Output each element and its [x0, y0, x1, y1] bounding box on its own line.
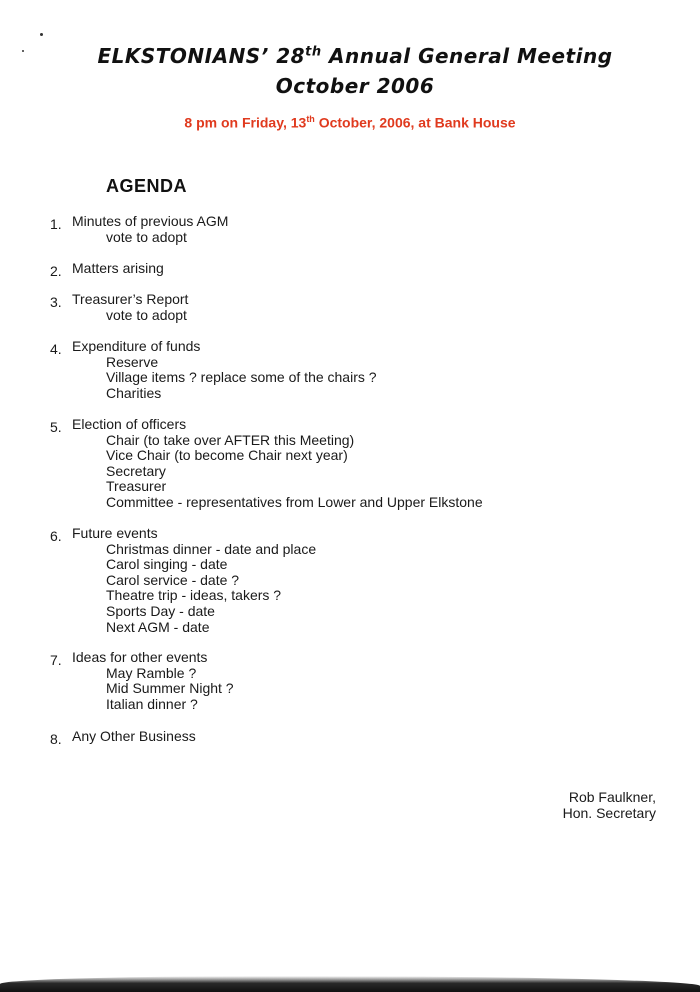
- agenda-item-label: Expenditure of funds: [72, 338, 201, 354]
- agenda-subitem: Chair (to take over AFTER this Meeting): [106, 431, 355, 448]
- agenda-subitem: Committee - representatives from Lower and Upper Elkstone: [106, 494, 483, 510]
- agenda-subitem: Christmas dinner - date and place: [106, 540, 317, 557]
- agenda-subitem: May Ramble ?: [106, 664, 197, 681]
- agenda-item-number: 7.: [50, 652, 62, 668]
- agenda-heading: AGENDA: [106, 176, 188, 196]
- signature-name: Rob Faulkner,: [568, 789, 656, 805]
- agenda-subitem: vote to adopt: [106, 306, 187, 323]
- agenda-item-label: Matters arising: [72, 260, 164, 276]
- agenda-subitem: Secretary: [106, 462, 166, 479]
- scan-speck: [40, 33, 43, 36]
- agenda-item-label: Any Other Business: [72, 728, 196, 744]
- agenda-subitem: Carol service - date ?: [106, 571, 240, 588]
- agenda-subitem: Charities: [106, 384, 162, 401]
- meeting-title-date: October 2006: [275, 74, 435, 98]
- agenda-subitem: Theatre trip - ideas, takers ?: [106, 587, 282, 604]
- agenda-subitem: Sports Day - date: [106, 603, 215, 619]
- agenda-subitem: Vice Chair (to become Chair next year): [106, 447, 348, 464]
- agenda-subitem: vote to adopt: [106, 228, 187, 245]
- agenda-item-number: 4.: [50, 341, 62, 357]
- signature-role: Hon. Secretary: [562, 805, 656, 821]
- agenda-item-label: Future events: [72, 525, 158, 541]
- agenda-subitem: Italian dinner ?: [106, 695, 198, 712]
- scan-shadow-edge: [0, 976, 700, 992]
- agenda-item-number: 8.: [50, 731, 62, 747]
- meeting-time-place: 8 pm on Friday, 13th October, 2006, at Bank House: [184, 114, 516, 131]
- agenda-item-number: 2.: [50, 263, 62, 279]
- meeting-title: ELKSTONIANS’ 28th Annual General Meeting: [97, 44, 613, 68]
- agenda-item-label: Election of officers: [72, 416, 187, 432]
- agenda-item-label: Treasurer’s Report: [72, 291, 189, 307]
- agenda-item-number: 3.: [50, 294, 62, 310]
- agenda-item-label: Minutes of previous AGM: [72, 213, 229, 229]
- agenda-item-number: 1.: [50, 216, 62, 232]
- agenda-subitem: Treasurer: [106, 478, 167, 495]
- agenda-subitem: Village items ? replace some of the chairs ?: [106, 369, 377, 386]
- agenda-item-number: 5.: [50, 419, 62, 435]
- agenda-subitem: Mid Summer Night ?: [106, 680, 234, 697]
- signature-block: [563, 789, 656, 821]
- agenda-subitem: Carol singing - date: [106, 556, 228, 573]
- agenda-item-label: Ideas for other events: [72, 649, 208, 665]
- agenda-subitem: Reserve: [106, 353, 159, 370]
- agenda-subitem: Next AGM - date: [106, 618, 210, 635]
- agenda-item-number: 6.: [50, 528, 62, 544]
